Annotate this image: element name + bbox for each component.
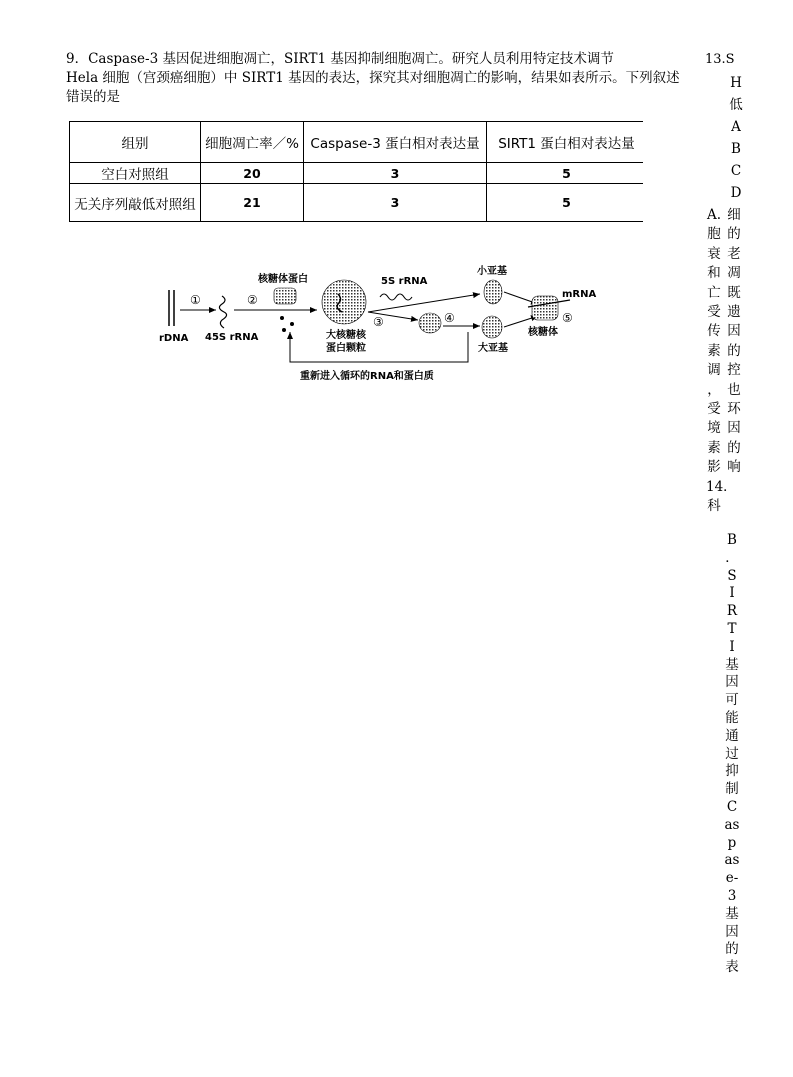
side-char: 3 [727, 887, 737, 904]
table-cell: 3 [304, 184, 487, 222]
side-char: 过 [725, 745, 739, 762]
step-3-label: ③ [373, 315, 384, 329]
ribosome-assembly-diagram [150, 260, 620, 390]
large-rnp-particle [322, 280, 366, 324]
table-cell: 空白对照组 [70, 163, 201, 184]
side-char: 的 [727, 226, 741, 243]
question-13-number: 13.S [705, 52, 735, 67]
side-char: B [731, 141, 741, 157]
ribosome-protein-blob [274, 288, 296, 304]
side-char: 可 [725, 692, 739, 709]
side-char: 老 [727, 245, 741, 262]
small-subunit-label: 小亚基 [477, 266, 507, 277]
side-char: 传 [707, 323, 721, 340]
side-char: as [724, 816, 740, 833]
side-char: S [727, 567, 737, 584]
side-char: e- [725, 870, 739, 887]
side-char: 表 [725, 959, 739, 976]
side-char: 通 [725, 727, 739, 744]
side-char: 亡 [707, 284, 721, 301]
side-column-options [728, 72, 744, 204]
side-char: 调 [707, 362, 721, 379]
side-char: R [726, 603, 738, 620]
side-char: 胞 [707, 226, 721, 243]
side-char: 凋 [727, 265, 741, 282]
side-char: H [730, 75, 742, 91]
side-char: 环 [727, 401, 741, 418]
particle-label-line-1: 大核糖核 [326, 330, 366, 341]
table-cell: 21 [201, 184, 304, 222]
rdna-label: rDNA [159, 333, 189, 344]
side-char: ， [707, 381, 721, 398]
side-char: 抑 [725, 763, 739, 780]
side-char: T [727, 620, 737, 637]
side-char: 制 [725, 781, 739, 798]
question-9-line-1: 9．Caspase-3 基因促进细胞凋亡，SIRT1 基因抑制细胞凋亡。研究人员利用特定技术调节 [66, 51, 614, 67]
side-char: 基 [725, 656, 739, 673]
particle-label-line-2: 蛋白颗粒 [326, 343, 366, 354]
side-char: 因 [727, 323, 741, 340]
side-char: 因 [725, 923, 739, 940]
recycle-label: 重新进入循环的RNA和蛋白质 [300, 371, 434, 382]
table-header: SIRT1 蛋白相对表达量 [487, 122, 647, 163]
side-char: 遗 [727, 304, 741, 321]
side-column-c [724, 532, 740, 977]
rrna-5s-label: 5S rRNA [381, 276, 428, 287]
side-char: C [726, 798, 738, 815]
step-1-label: ① [190, 293, 201, 307]
side-char: B [727, 532, 737, 548]
ribosome-protein-label: 核糖体蛋白 [258, 274, 308, 285]
side-char: 细 [727, 207, 741, 223]
side-char: 低 [729, 97, 743, 113]
side-char: 基 [725, 905, 739, 922]
table-header: 细胞凋亡率／% [201, 122, 304, 163]
table-header-row [70, 122, 647, 163]
side-char: 控 [727, 362, 741, 379]
table-cell: 无关序列敲低对照组 [70, 184, 201, 222]
step-4-label: ④ [444, 311, 455, 325]
side-char: I [729, 638, 735, 655]
side-char: 影 [707, 459, 721, 476]
side-char: 的 [727, 439, 741, 456]
side-char: C [730, 163, 742, 179]
rrna-5s-squiggle [380, 294, 412, 300]
side-char: 素 [707, 439, 721, 456]
ribosome [532, 296, 558, 320]
question-9-line-3: 错误的是 [66, 89, 120, 105]
side-column-a [706, 206, 737, 517]
side-char: 14． [706, 478, 737, 495]
side-char: I [729, 585, 735, 602]
table-header: Caspase-3 蛋白相对表达量 [304, 122, 487, 163]
side-char: 能 [725, 709, 739, 726]
side-char: 受 [707, 304, 721, 321]
results-table [69, 121, 647, 222]
side-char: 受 [707, 401, 721, 418]
side-char: 既 [727, 284, 741, 301]
side-char: 响 [727, 459, 741, 476]
side-char: as [724, 852, 740, 869]
question-9-line-2: Hela 细胞（宫颈癌细胞）中 SIRT1 基因的表达，探究其对细胞凋亡的影响，结果如表所示。下列叙述 [66, 70, 680, 86]
side-char: D [730, 185, 742, 201]
table-row [70, 163, 647, 184]
recycle-arrow [290, 332, 468, 362]
intermediate-particle [419, 313, 441, 333]
side-char: A. [706, 207, 722, 223]
step-2-label: ② [247, 293, 258, 307]
side-char: 境 [707, 420, 721, 437]
table-cell: 20 [201, 163, 304, 184]
side-char: p [727, 834, 737, 851]
ribosome-label: 核糖体 [528, 327, 558, 338]
side-column-b [726, 206, 742, 478]
side-char: 因 [727, 420, 741, 437]
table-cell: 3 [304, 163, 487, 184]
side-char: 和 [707, 265, 721, 282]
side-char: A [731, 119, 741, 135]
side-char: 衰 [707, 245, 721, 262]
large-subunit-label: 大亚基 [478, 343, 508, 354]
arrow-to-small-subunit [368, 294, 480, 312]
large-subunit [482, 316, 502, 338]
side-char: 因 [725, 674, 739, 691]
table-row [70, 184, 647, 222]
side-char: 也 [727, 381, 741, 398]
step-5-label: ⑤ [562, 311, 573, 325]
side-char: ． [725, 549, 739, 566]
rrna-45s-label: 45S rRNA [205, 332, 259, 343]
side-char: 的 [727, 342, 741, 359]
rrna-45s-squiggle [219, 296, 226, 328]
side-char: 的 [725, 941, 739, 958]
small-subunit [484, 280, 502, 304]
table-cell: 5 [487, 184, 647, 222]
side-char: 科 [707, 498, 721, 515]
table-cell: 5 [487, 163, 647, 184]
mrna-label: mRNA [562, 289, 597, 300]
side-char: 素 [707, 342, 721, 359]
table-header: 组别 [70, 122, 201, 163]
